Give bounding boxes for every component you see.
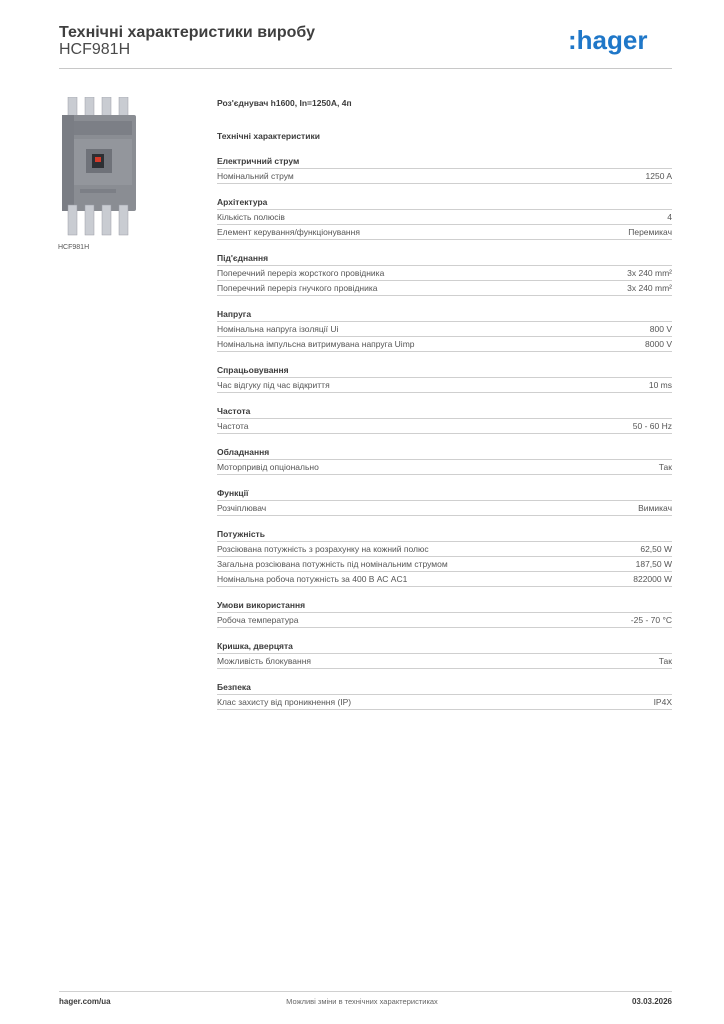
spec-label: Елемент керування/функціонування [217, 227, 360, 237]
spec-row [217, 281, 672, 296]
spec-value: 3x 240 mm² [627, 268, 672, 278]
spec-value: 4 [667, 212, 672, 222]
spec-value: Вимикач [638, 503, 672, 513]
spec-row [217, 419, 672, 434]
spec-label: Можливість блокування [217, 656, 312, 666]
spec-section [217, 487, 672, 516]
spec-section [217, 446, 672, 475]
footer-website[interactable]: hager.com/ua [59, 997, 111, 1006]
spec-section [217, 196, 672, 240]
spec-label: Клас захисту від проникнення (IP) [217, 697, 352, 707]
spec-label: Поперечний переріз гнучкого провідника [217, 283, 378, 293]
svg-text::hager: :hager [568, 26, 648, 55]
section-title: Кришка, дверцята [217, 640, 672, 654]
spec-label: Час відгуку під час відкриття [217, 380, 330, 390]
spec-row [217, 460, 672, 475]
spec-label: Кількість полюсів [217, 212, 285, 222]
spec-value: Так [658, 462, 672, 472]
spec-label: Моторпривід опціонально [217, 462, 319, 472]
spec-section [217, 528, 672, 587]
spec-row [217, 322, 672, 337]
product-code: HCF981H [59, 41, 131, 58]
spec-row [217, 613, 672, 628]
spec-label: Поперечний переріз жорсткого провідника [217, 268, 385, 278]
spec-row [217, 266, 672, 281]
spec-value: 50 - 60 Hz [632, 421, 672, 431]
spec-value: 62,50 W [640, 544, 672, 554]
section-title: Напруга [217, 308, 672, 322]
spec-content [217, 96, 672, 710]
footer-note: Можливі зміни в технічних характеристиках [286, 997, 438, 1006]
spec-row [217, 654, 672, 669]
spec-label: Розчіплювач [217, 503, 267, 513]
spec-row [217, 572, 672, 587]
spec-label: Номінальний струм [217, 171, 294, 181]
spec-value: IP4X [653, 697, 672, 707]
spec-value: 3x 240 mm² [627, 283, 672, 293]
spec-row [217, 501, 672, 516]
product-name: Роз'єднувач h1600, In=1250A, 4п [217, 98, 352, 108]
hager-logo [568, 26, 672, 56]
page-header [59, 22, 672, 69]
spec-section [217, 155, 672, 184]
spec-row [217, 225, 672, 240]
spec-label: Номінальна робоча потужність за 400 В АС AC1 [217, 574, 408, 584]
section-title: Архітектура [217, 196, 672, 210]
section-title: Функції [217, 487, 672, 501]
spec-value: 8000 V [645, 339, 672, 349]
spec-section [217, 252, 672, 296]
spec-label: Робоча температура [217, 615, 299, 625]
spec-value: -25 - 70 °C [630, 615, 672, 625]
spec-section [217, 364, 672, 393]
section-title: Частота [217, 405, 672, 419]
section-title: Обладнання [217, 446, 672, 460]
section-title: Електричний струм [217, 155, 672, 169]
section-title: Безпека [217, 681, 672, 695]
spec-section [217, 599, 672, 628]
spec-section [217, 640, 672, 669]
spec-value: Так [658, 656, 672, 666]
spec-row [217, 210, 672, 225]
spec-row [217, 337, 672, 352]
spec-label: Загальна розсіювана потужність під номінальним струмом [217, 559, 448, 569]
document-title: Технічні характеристики виробу [59, 24, 315, 41]
footer-divider [59, 991, 672, 992]
spec-label: Номінальна імпульсна витримувана напруга Uimp [217, 339, 415, 349]
spec-row [217, 542, 672, 557]
spec-value: 10 ms [648, 380, 672, 390]
spec-section [217, 308, 672, 352]
product-image [58, 97, 143, 237]
section-title: Під'єднання [217, 252, 672, 266]
spec-value: 822000 W [633, 574, 672, 584]
section-title: Потужність [217, 528, 672, 542]
spec-row [217, 378, 672, 393]
spec-label: Частота [217, 421, 249, 431]
spec-row [217, 695, 672, 710]
image-caption: HCF981H [58, 244, 90, 251]
section-title: Спрацьовування [217, 364, 672, 378]
spec-section [217, 681, 672, 710]
spec-section [217, 405, 672, 434]
spec-label: Номінальна напруга ізоляції Ui [217, 324, 339, 334]
spec-value: 1250 A [645, 171, 672, 181]
spec-sections [217, 155, 672, 710]
spec-heading: Технічні характеристики [217, 131, 320, 141]
section-title: Умови використання [217, 599, 672, 613]
spec-row [217, 169, 672, 184]
spec-value: Перемикач [628, 227, 672, 237]
spec-row [217, 557, 672, 572]
spec-value: 187,50 W [635, 559, 672, 569]
spec-value: 800 V [649, 324, 672, 334]
spec-label: Розсіювана потужність з розрахунку на кожний полюс [217, 544, 429, 554]
footer-date: 03.03.2026 [631, 997, 672, 1006]
